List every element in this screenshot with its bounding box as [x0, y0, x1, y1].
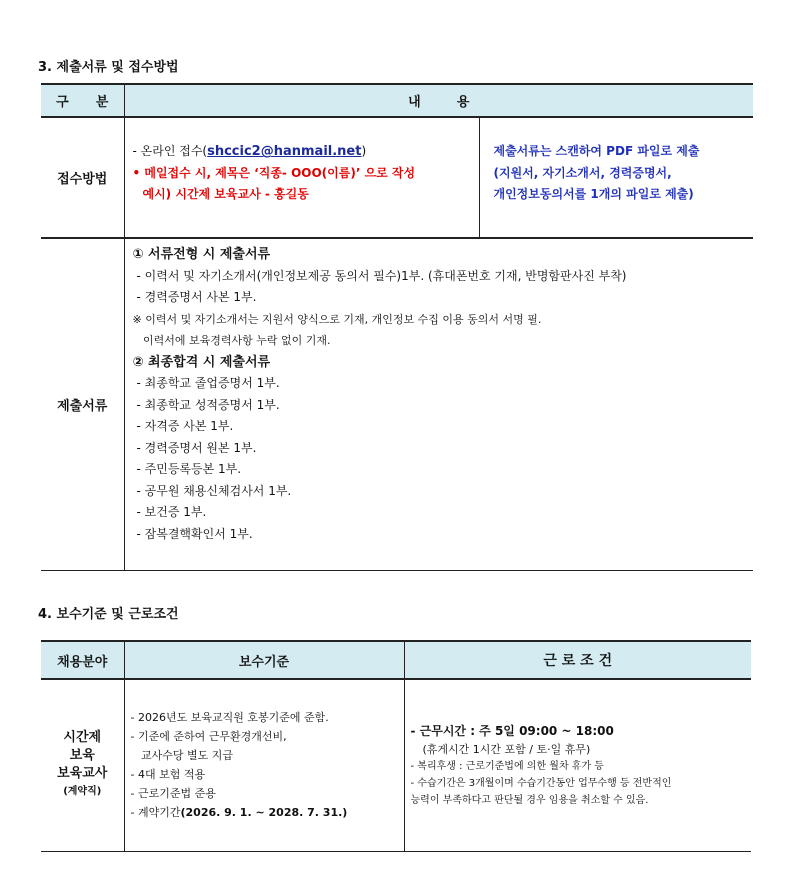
note-line: 제출서류는 스캔하여 PDF 파일로 제출 [493, 144, 700, 159]
field-line: 보육교사 [57, 766, 108, 782]
doc-note: ※ 이력서 및 자기소개서는 지원서 양식으로 기재, 개인정보 수집 이용 동의서 서명 필. [132, 312, 542, 326]
contract-prefix: - 계약기간 [130, 806, 181, 820]
submission-method-cell [124, 117, 479, 238]
email-subject-rule: • 메일접수 시, 제목은 ‘직종- OOO(이름)’ 으로 작성 [132, 165, 416, 180]
pay-item: - 근로기준법 준용 [130, 787, 216, 801]
field-line: 보육 [69, 748, 95, 764]
salary-table [41, 640, 751, 852]
doc-item: - 경력증명서 원본 1부. [136, 440, 257, 455]
doc-item: - 보건증 1부. [136, 505, 207, 519]
header-field: 채용분야 [41, 641, 124, 679]
documents-cell [124, 238, 753, 570]
online-prefix: - 온라인 접수( [132, 144, 208, 159]
probation-line: 능력이 부족하다고 판단될 경우 임용을 취소할 수 있음. [410, 794, 649, 806]
documents-label: 제출서류 [41, 238, 124, 570]
doc-item: - 자격증 사본 1부. [136, 419, 234, 433]
online-submission-line [133, 141, 479, 163]
pay-item: - 2026년도 보육교직원 호봉기준에 준함. [130, 711, 329, 725]
conditions-cell [404, 679, 751, 851]
header-pay: 보수기준 [124, 641, 404, 679]
field-line: 시간제 [63, 730, 102, 746]
online-suffix: ) [361, 144, 367, 159]
header-naeyong: 내 용 [124, 84, 753, 117]
note-line: 개인정보동의서를 1개의 파일로 제출) [493, 187, 694, 202]
doc-item: - 최종학교 성적증명서 1부. [136, 397, 280, 412]
pay-item: - 4대 보험 적용 [130, 768, 206, 782]
probation-line: - 수습기간은 3개월이며 수습기간동안 업무수행 등 전반적인 [410, 777, 672, 789]
field-note: (계약직) [63, 786, 102, 798]
doc-item: - 공무원 채용신체검사서 1부. [136, 483, 292, 498]
group2-title: ② 최종합격 시 제출서류 [132, 354, 271, 370]
pay-item: - 기준에 준하여 근무환경개선비, [130, 730, 287, 744]
doc-item: - 잠복결핵확인서 1부. [136, 526, 253, 541]
header-gubun: 구 분 [41, 84, 124, 117]
pay-item: 교사수당 별도 지급 [130, 749, 233, 763]
email-subject-example: 예시) 시간제 보육교사 - 홍길동 [142, 187, 309, 202]
work-hours: - 근무시간 : 주 5일 09:00 ~ 18:00 [410, 723, 614, 738]
section3-title: 3. 제출서류 및 접수방법 [38, 60, 179, 75]
doc-item: - 최종학교 졸업증명서 1부. [136, 376, 280, 390]
note-line: (지원서, 자기소개서, 경력증명서, [493, 165, 672, 180]
header-conditions: 근 로 조 건 [404, 641, 751, 679]
contract-period: (2026. 9. 1. ~ 2028. 7. 31.) [180, 806, 348, 820]
pay-contract [131, 803, 404, 822]
submission-note-cell [479, 117, 753, 238]
doc-note: 이력서에 보육경력사항 누락 없이 기재. [132, 334, 331, 347]
doc-item: - 이력서 및 자기소개서(개인정보제공 동의서 필수)1부. (휴대폰번호 기재, 반명함판사진 부착) [136, 268, 627, 283]
section4-title: 4. 보수기준 및 근로조건 [38, 607, 179, 622]
email-link[interactable]: shccic2@hanmail.net [207, 144, 362, 160]
doc-item: - 경력증명서 사본 1부. [136, 290, 257, 304]
group1-title: ① 서류전형 시 제출서류 [132, 247, 271, 262]
submission-method-label: 접수방법 [41, 117, 124, 238]
field-cell [41, 679, 124, 851]
submission-table [41, 83, 753, 571]
break-time: (휴게시간 1시간 포함 / 토·일 휴무) [422, 742, 591, 756]
doc-item: - 주민등록등본 1부. [136, 462, 242, 476]
welfare: - 복리후생 : 근로기준법에 의한 월차 휴가 등 [410, 760, 604, 772]
pay-cell [124, 679, 404, 851]
